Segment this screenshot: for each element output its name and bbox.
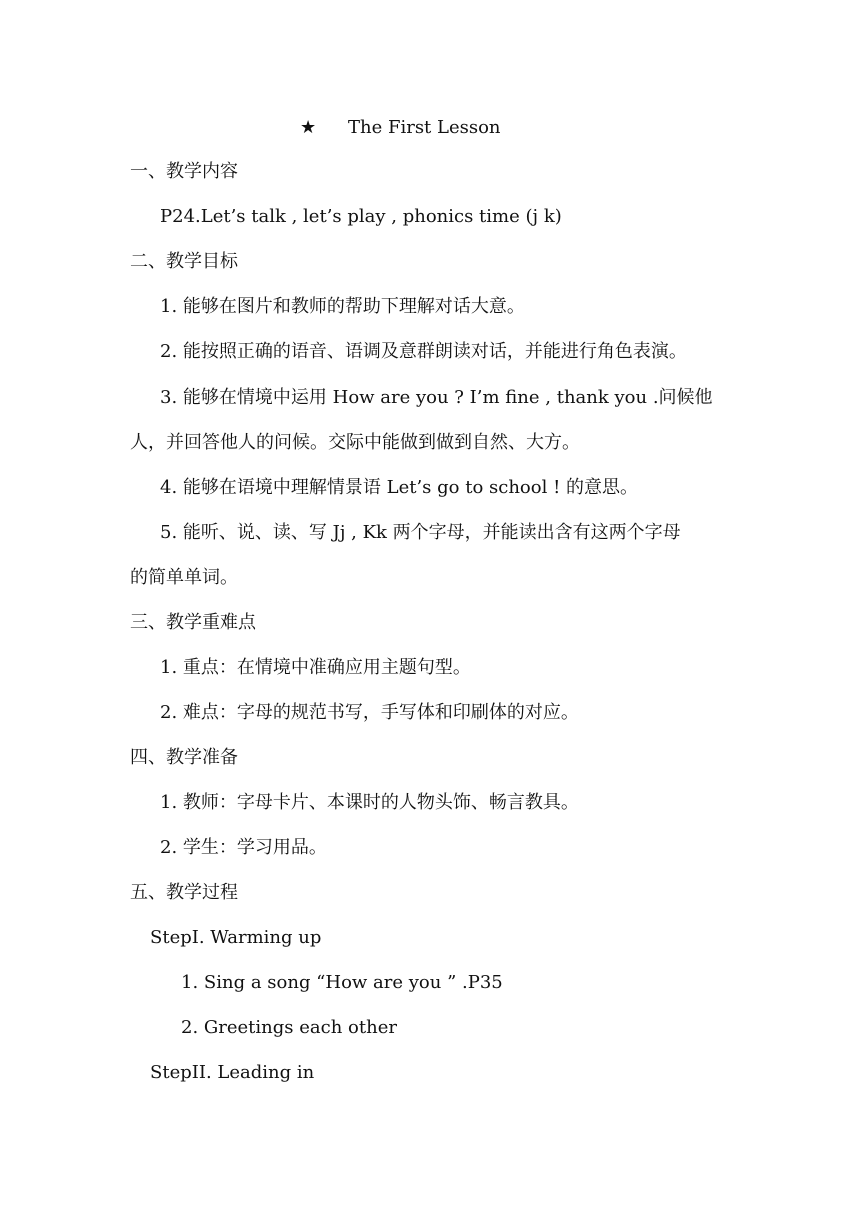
objective-item-continued: 的简单单词。 [130,567,238,588]
process-substep: 2. Greetings each other [181,1017,397,1038]
section-heading-content: 一、教学内容 [130,161,238,182]
star-icon: ★ [300,117,317,138]
section-heading-objectives: 二、教学目标 [130,251,238,272]
key-point-item: 1. 重点：在情境中准确应用主题句型。 [160,657,471,678]
objective-item: 1. 能够在图片和教师的帮助下理解对话大意。 [160,296,525,317]
objective-item: 2. 能按照正确的语音、语调及意群朗读对话，并能进行角色表演。 [160,341,687,362]
process-step: StepI. Warming up [150,927,322,948]
objective-item: 4. 能够在语境中理解情景语 Let’s go to school ! 的意思。 [160,477,639,498]
section-heading-preparation: 四、教学准备 [130,747,238,768]
document-title [300,116,501,140]
preparation-item: 1. 教师：字母卡片、本课时的人物头饰、畅言教具。 [160,792,579,813]
process-substep: 1. Sing a song “How are you ” .P35 [181,972,503,993]
preparation-item: 2. 学生：学习用品。 [160,837,327,858]
title-text: The First Lesson [348,117,501,138]
content-text: P24.Let’s talk , let’s play , phonics time (j k) [160,206,562,227]
process-step: StepII. Leading in [150,1062,315,1083]
objective-item: 3. 能够在情境中运用 How are you ? I’m fine , thank you .问候他 [160,387,713,408]
objective-item: 5. 能听、说、读、写 Jj , Kk 两个字母，并能读出含有这两个字母 [160,522,681,543]
section-heading-process: 五、教学过程 [130,882,238,903]
section-heading-key-points: 三、教学重难点 [130,612,256,633]
objective-item-continued: 人，并回答他人的问候。交际中能做到做到自然、大方。 [130,432,580,453]
key-point-item: 2. 难点：字母的规范书写，手写体和印刷体的对应。 [160,702,579,723]
